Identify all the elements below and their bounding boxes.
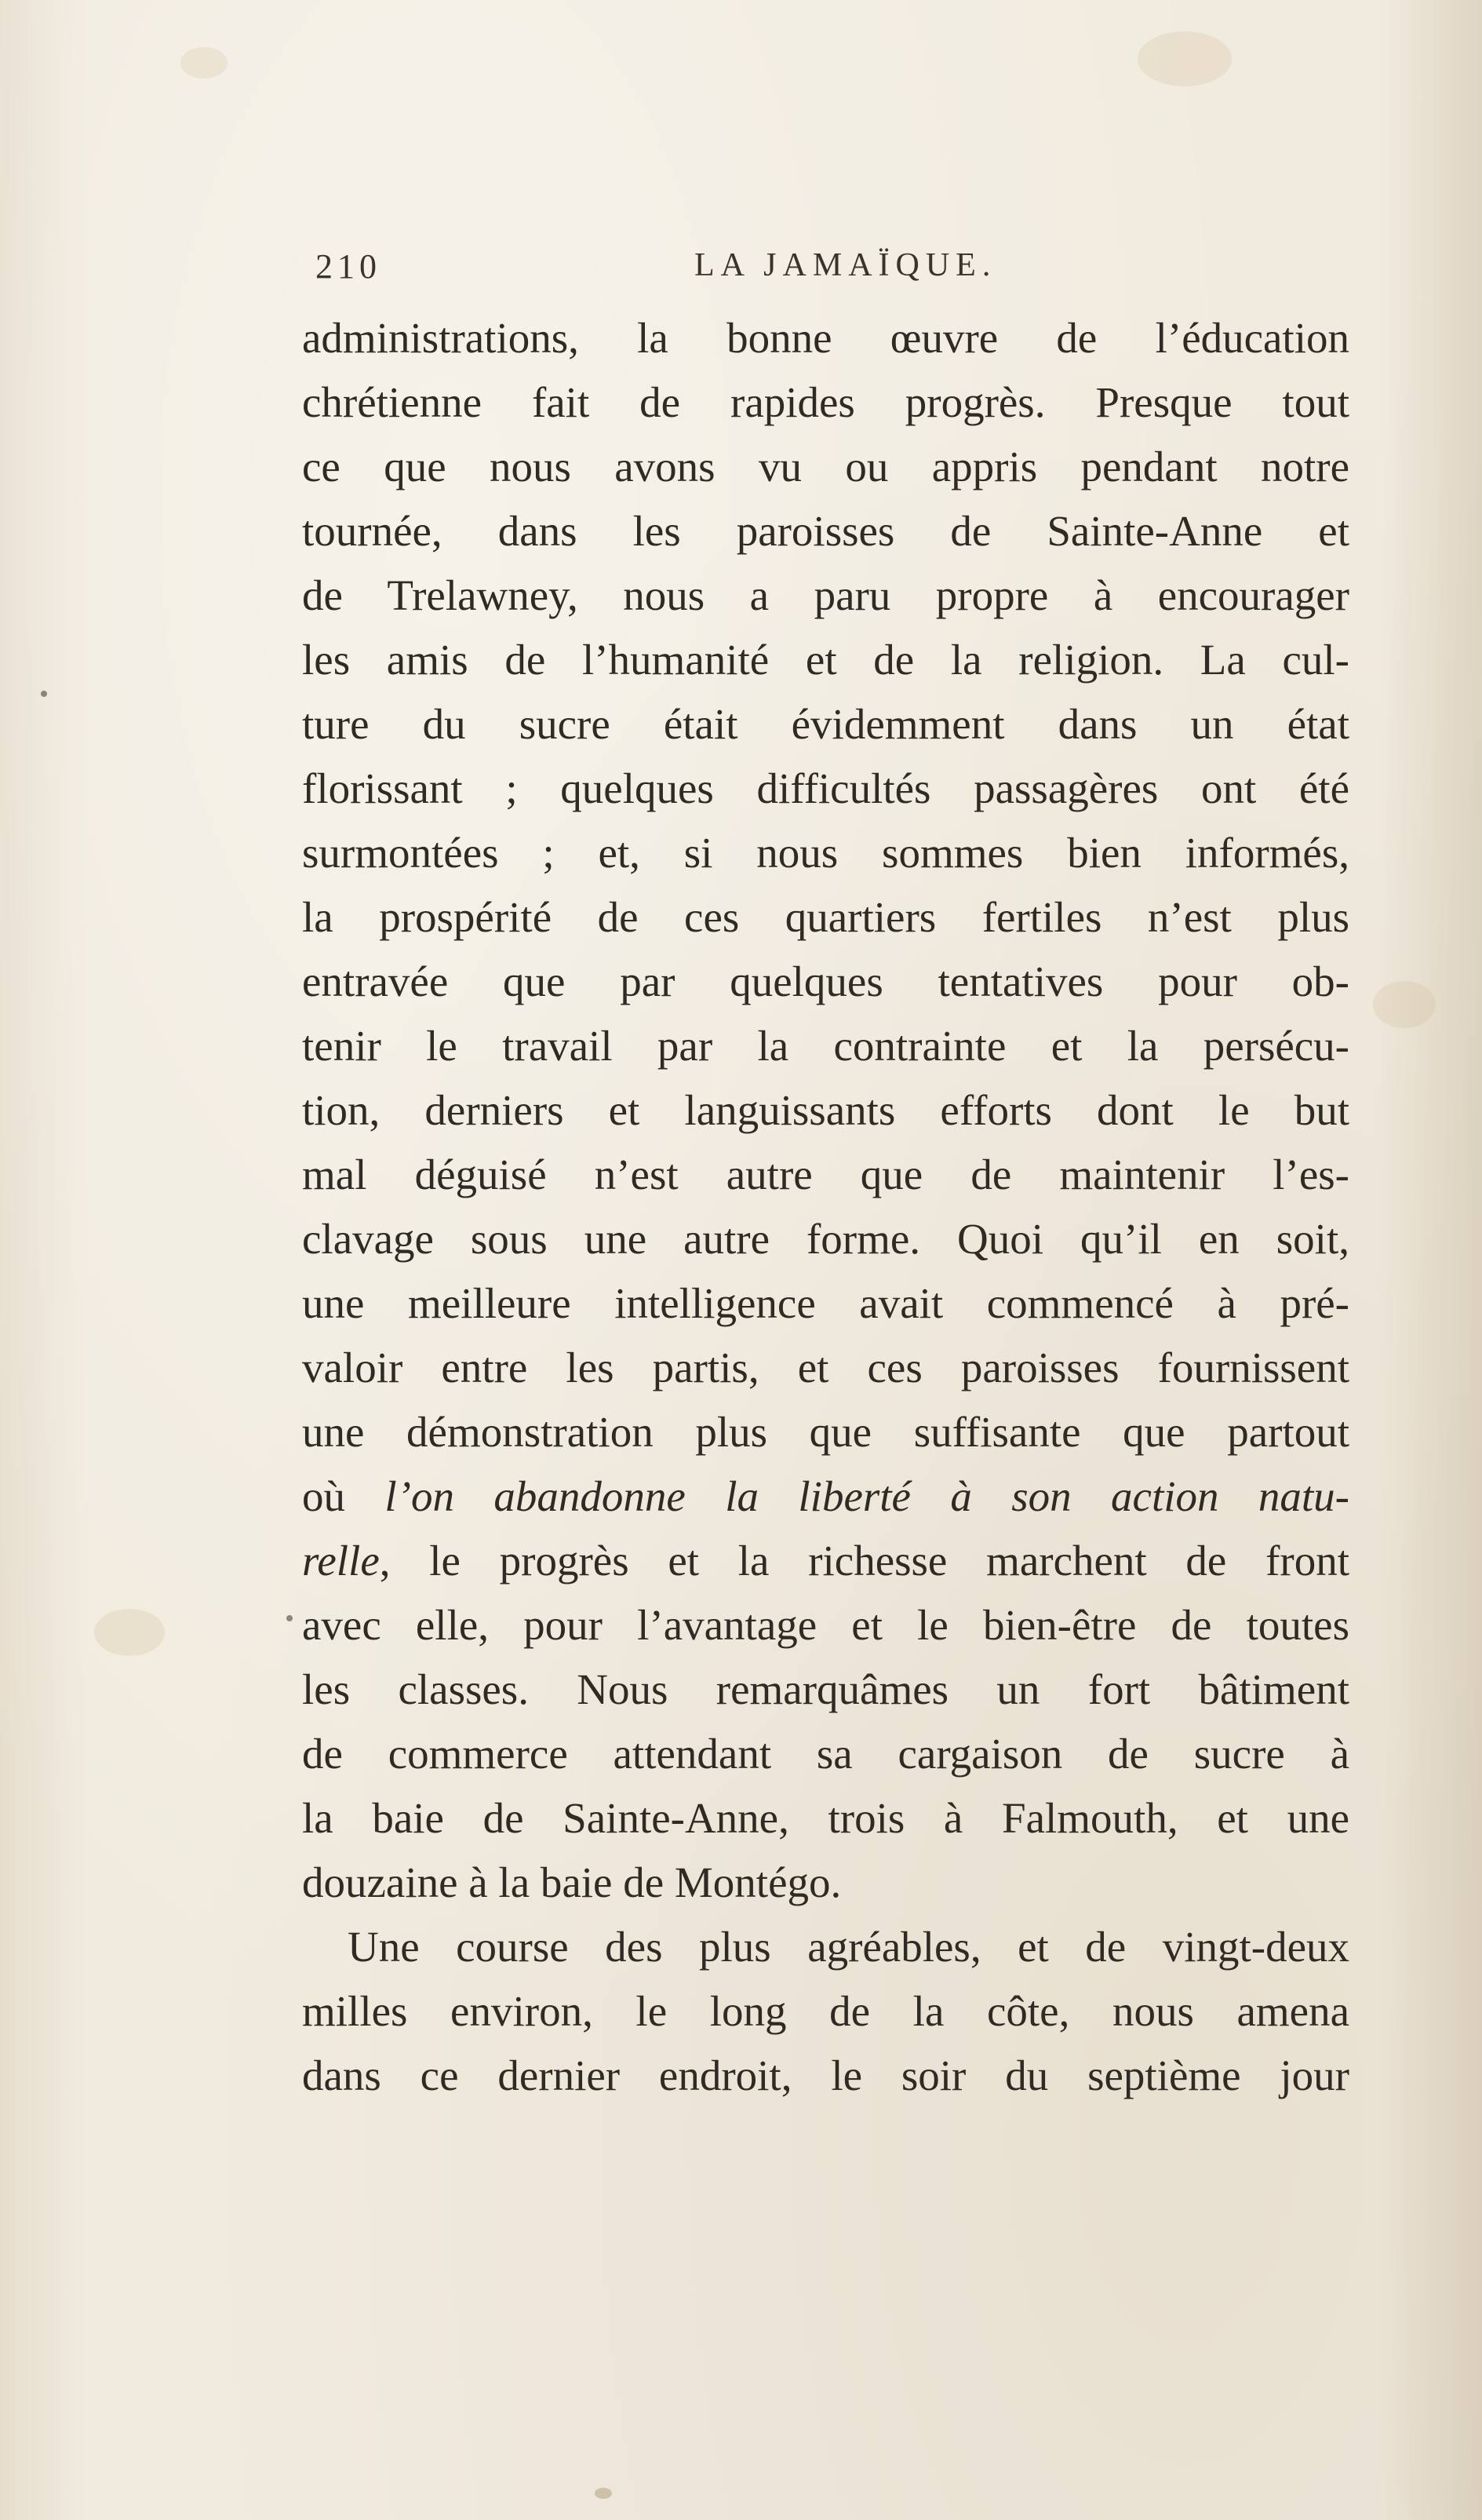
text-line: de commerce attendant sa cargaison de sucre à bbox=[302, 1730, 1349, 1778]
italic-phrase: relle bbox=[302, 1537, 380, 1585]
paper-stain bbox=[1138, 31, 1232, 86]
text-line: douzaine à la baie de Montégo. bbox=[302, 1858, 842, 1906]
text-line: de Trelawney, nous a paru propre à encourager bbox=[302, 571, 1349, 619]
text-line-italic bbox=[302, 1464, 1349, 1529]
text-line: une démonstration plus que suffisante que partout bbox=[302, 1408, 1349, 1456]
text-line: valoir entre les partis, et ces paroisses fournissent bbox=[302, 1344, 1349, 1391]
text-line-italic bbox=[302, 1529, 1349, 1593]
text-line: milles environ, le long de la côte, nous amena bbox=[302, 1987, 1349, 2035]
text-line: les classes. Nous remarquâmes un fort bâtiment bbox=[302, 1665, 1349, 1713]
italic-phrase: l’on abandonne la liberté à son action natu- bbox=[384, 1472, 1349, 1520]
text-line: surmontées ; et, si nous sommes bien informés, bbox=[302, 829, 1349, 877]
text-line: chrétienne fait de rapides progrès. Presque tout bbox=[302, 378, 1349, 426]
text-line: clavage sous une autre forme. Quoi qu’il en soit, bbox=[302, 1215, 1349, 1263]
paper-mark bbox=[595, 2488, 612, 2499]
margin-speck bbox=[41, 691, 47, 697]
text-fragment: où bbox=[302, 1472, 385, 1520]
text-line: la prospérité de ces quartiers fertiles n’est plus bbox=[302, 893, 1349, 941]
text-line: tournée, dans les paroisses de Sainte-Anne et bbox=[302, 507, 1349, 555]
margin-speck bbox=[286, 1615, 293, 1621]
text-line: entravée que par quelques tentatives pour ob- bbox=[302, 957, 1349, 1005]
text-line: ce que nous avons vu ou appris pendant notre bbox=[302, 443, 1349, 491]
running-head: LA JAMAÏQUE. bbox=[694, 247, 997, 283]
body-text bbox=[302, 306, 1349, 2108]
text-line: tion, derniers et languissants efforts dont le but bbox=[302, 1086, 1349, 1134]
text-line: dans ce dernier endroit, le soir du septième jour bbox=[302, 2051, 1349, 2099]
text-line: tenir le travail par la contrainte et la persécu- bbox=[302, 1022, 1349, 1070]
text-line: administrations, la bonne œuvre de l’éducation bbox=[302, 314, 1349, 362]
page-number: 210 bbox=[315, 247, 381, 286]
paper-stain bbox=[180, 47, 228, 78]
text-line: ture du sucre était évidemment dans un état bbox=[302, 700, 1349, 748]
page-header bbox=[302, 235, 1349, 298]
text-line: mal déguisé n’est autre que de maintenir l’es- bbox=[302, 1151, 1349, 1198]
text-line: la baie de Sainte-Anne, trois à Falmouth, et une bbox=[302, 1794, 1349, 1842]
paper-stain bbox=[94, 1609, 165, 1656]
paper-stain bbox=[1373, 981, 1436, 1028]
text-fragment: , le progrès et la richesse marchent de front bbox=[379, 1537, 1349, 1585]
text-line: Une course des plus agréables, et de vingt-deux bbox=[348, 1923, 1349, 1971]
text-line: les amis de l’humanité et de la religion. La cul- bbox=[302, 636, 1349, 684]
text-line: une meilleure intelligence avait commencé à pré- bbox=[302, 1279, 1349, 1327]
text-line: florissant ; quelques difficultés passagères ont été bbox=[302, 764, 1349, 812]
text-line: avec elle, pour l’avantage et le bien-être de toutes bbox=[302, 1601, 1349, 1649]
